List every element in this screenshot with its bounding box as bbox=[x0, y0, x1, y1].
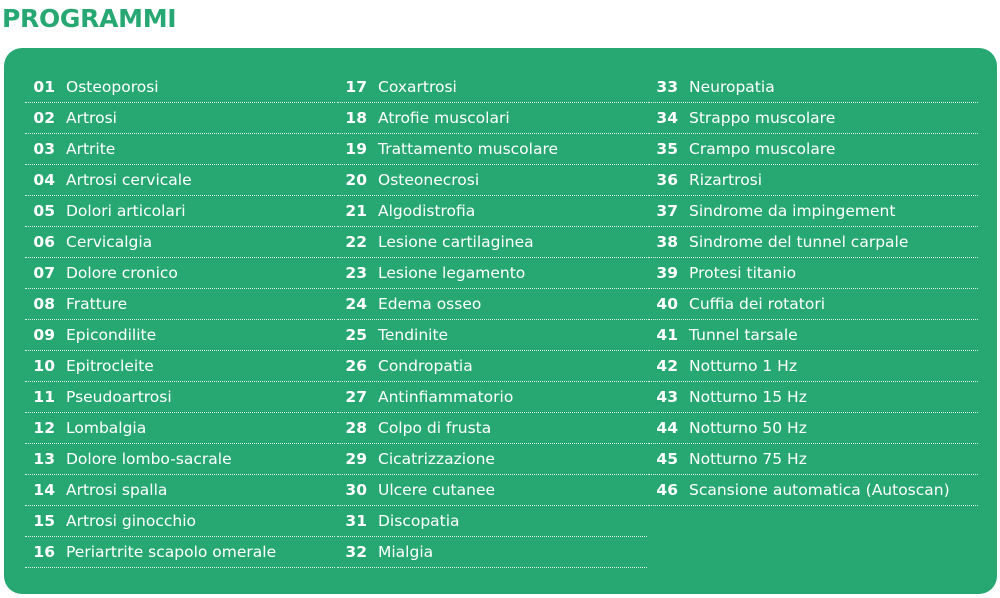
program-row bbox=[648, 351, 978, 382]
program-number: 17 bbox=[345, 78, 367, 96]
program-row bbox=[25, 289, 335, 320]
program-label: Discopatia bbox=[378, 512, 460, 530]
program-label: Epicondilite bbox=[66, 326, 157, 344]
program-number: 07 bbox=[33, 264, 55, 282]
program-number: 25 bbox=[345, 326, 367, 344]
program-number: 41 bbox=[656, 326, 678, 344]
program-number: 13 bbox=[33, 450, 55, 468]
program-row bbox=[648, 289, 978, 320]
program-number: 28 bbox=[345, 419, 367, 437]
program-number: 21 bbox=[345, 202, 367, 220]
program-label: Algodistrofia bbox=[378, 202, 476, 220]
program-number: 36 bbox=[656, 171, 678, 189]
program-number: 03 bbox=[33, 140, 55, 158]
program-row bbox=[648, 475, 978, 506]
program-row bbox=[337, 382, 647, 413]
program-row bbox=[648, 444, 978, 475]
program-label: Protesi titanio bbox=[689, 264, 797, 282]
program-row bbox=[337, 289, 647, 320]
program-number: 20 bbox=[345, 171, 367, 189]
program-number: 05 bbox=[33, 202, 55, 220]
program-number: 33 bbox=[656, 78, 678, 96]
program-label: Trattamento muscolare bbox=[378, 140, 559, 158]
program-label: Lombalgia bbox=[66, 419, 147, 437]
program-number: 29 bbox=[345, 450, 367, 468]
program-row bbox=[337, 351, 647, 382]
program-row bbox=[25, 258, 335, 289]
program-label: Rizartrosi bbox=[689, 171, 763, 189]
program-row bbox=[648, 413, 978, 444]
program-number: 34 bbox=[656, 109, 678, 127]
program-column-2 bbox=[337, 72, 647, 568]
program-label: Ulcere cutanee bbox=[378, 481, 496, 499]
program-row bbox=[337, 103, 647, 134]
program-label: Scansione automatica (Autoscan) bbox=[689, 481, 950, 499]
program-label: Tendinite bbox=[378, 326, 449, 344]
program-number: 42 bbox=[656, 357, 678, 375]
program-row bbox=[648, 320, 978, 351]
program-row bbox=[337, 72, 647, 103]
program-label: Cicatrizzazione bbox=[378, 450, 495, 468]
program-column-1 bbox=[25, 72, 335, 568]
program-label: Notturno 1 Hz bbox=[689, 357, 797, 375]
program-row bbox=[337, 196, 647, 227]
page-title: PROGRAMMI bbox=[2, 4, 177, 33]
program-row bbox=[25, 382, 335, 413]
program-number: 35 bbox=[656, 140, 678, 158]
program-label: Strappo muscolare bbox=[689, 109, 836, 127]
program-number: 06 bbox=[33, 233, 55, 251]
program-number: 22 bbox=[345, 233, 367, 251]
program-label: Atrofie muscolari bbox=[378, 109, 510, 127]
program-label: Dolori articolari bbox=[66, 202, 186, 220]
program-label: Artrosi ginocchio bbox=[66, 512, 196, 530]
program-row bbox=[25, 196, 335, 227]
program-label: Edema osseo bbox=[378, 295, 482, 313]
program-number: 08 bbox=[33, 295, 55, 313]
program-row bbox=[337, 537, 647, 568]
program-row bbox=[25, 475, 335, 506]
program-label: Lesione cartilaginea bbox=[378, 233, 534, 251]
program-number: 10 bbox=[33, 357, 55, 375]
program-row bbox=[337, 320, 647, 351]
program-row bbox=[648, 165, 978, 196]
program-label: Dolore lombo-sacrale bbox=[66, 450, 232, 468]
program-number: 40 bbox=[656, 295, 678, 313]
program-row bbox=[648, 103, 978, 134]
program-label: Notturno 50 Hz bbox=[689, 419, 807, 437]
program-number: 19 bbox=[345, 140, 367, 158]
program-label: Mialgia bbox=[378, 543, 434, 561]
program-row bbox=[337, 227, 647, 258]
program-number: 26 bbox=[345, 357, 367, 375]
program-row bbox=[337, 134, 647, 165]
program-number: 30 bbox=[345, 481, 367, 499]
program-row bbox=[25, 134, 335, 165]
program-label: Artrosi spalla bbox=[66, 481, 168, 499]
program-number: 01 bbox=[33, 78, 55, 96]
program-label: Artrosi cervicale bbox=[66, 171, 192, 189]
program-label: Notturno 75 Hz bbox=[689, 450, 807, 468]
program-label: Artrosi bbox=[66, 109, 117, 127]
program-label: Lesione legamento bbox=[378, 264, 526, 282]
program-number: 16 bbox=[33, 543, 55, 561]
program-column-3 bbox=[648, 72, 978, 506]
program-label: Neuropatia bbox=[689, 78, 775, 96]
program-row bbox=[25, 413, 335, 444]
program-number: 04 bbox=[33, 171, 55, 189]
program-label: Cuffia dei rotatori bbox=[689, 295, 825, 313]
program-row bbox=[337, 506, 647, 537]
program-number: 09 bbox=[33, 326, 55, 344]
program-number: 31 bbox=[345, 512, 367, 530]
program-number: 27 bbox=[345, 388, 367, 406]
program-label: Pseudoartrosi bbox=[66, 388, 172, 406]
program-number: 12 bbox=[33, 419, 55, 437]
program-number: 37 bbox=[656, 202, 678, 220]
program-row bbox=[648, 134, 978, 165]
program-number: 38 bbox=[656, 233, 678, 251]
program-number: 11 bbox=[33, 388, 55, 406]
program-label: Crampo muscolare bbox=[689, 140, 836, 158]
program-label: Periartrite scapolo omerale bbox=[66, 543, 277, 561]
program-row bbox=[648, 227, 978, 258]
program-number: 15 bbox=[33, 512, 55, 530]
program-number: 45 bbox=[656, 450, 678, 468]
program-label: Notturno 15 Hz bbox=[689, 388, 807, 406]
program-row bbox=[648, 72, 978, 103]
program-number: 02 bbox=[33, 109, 55, 127]
program-label: Cervicalgia bbox=[66, 233, 153, 251]
program-number: 43 bbox=[656, 388, 678, 406]
program-label: Coxartrosi bbox=[378, 78, 457, 96]
program-number: 24 bbox=[345, 295, 367, 313]
program-label: Epitrocleite bbox=[66, 357, 154, 375]
program-row bbox=[25, 103, 335, 134]
program-number: 44 bbox=[656, 419, 678, 437]
program-label: Tunnel tarsale bbox=[689, 326, 798, 344]
program-number: 18 bbox=[345, 109, 367, 127]
program-row bbox=[25, 72, 335, 103]
program-row bbox=[337, 475, 647, 506]
program-row bbox=[648, 258, 978, 289]
program-row bbox=[25, 351, 335, 382]
program-number: 14 bbox=[33, 481, 55, 499]
program-number: 39 bbox=[656, 264, 678, 282]
program-row bbox=[25, 165, 335, 196]
program-label: Osteoporosi bbox=[66, 78, 159, 96]
program-number: 32 bbox=[345, 543, 367, 561]
program-label: Artrite bbox=[66, 140, 116, 158]
program-label: Sindrome da impingement bbox=[689, 202, 896, 220]
program-row bbox=[648, 382, 978, 413]
program-label: Osteonecrosi bbox=[378, 171, 480, 189]
program-row bbox=[25, 227, 335, 258]
program-row bbox=[25, 537, 335, 568]
program-label: Colpo di frusta bbox=[378, 419, 492, 437]
program-label: Fratture bbox=[66, 295, 128, 313]
program-row bbox=[25, 320, 335, 351]
program-row bbox=[337, 165, 647, 196]
program-number: 46 bbox=[656, 481, 678, 499]
program-row bbox=[25, 444, 335, 475]
program-row bbox=[337, 413, 647, 444]
program-label: Antinfiammatorio bbox=[378, 388, 514, 406]
program-row bbox=[337, 444, 647, 475]
program-label: Dolore cronico bbox=[66, 264, 178, 282]
program-label: Sindrome del tunnel carpale bbox=[689, 233, 909, 251]
program-row bbox=[25, 506, 335, 537]
program-row bbox=[648, 196, 978, 227]
program-number: 23 bbox=[345, 264, 367, 282]
program-label: Condropatia bbox=[378, 357, 473, 375]
program-row bbox=[337, 258, 647, 289]
